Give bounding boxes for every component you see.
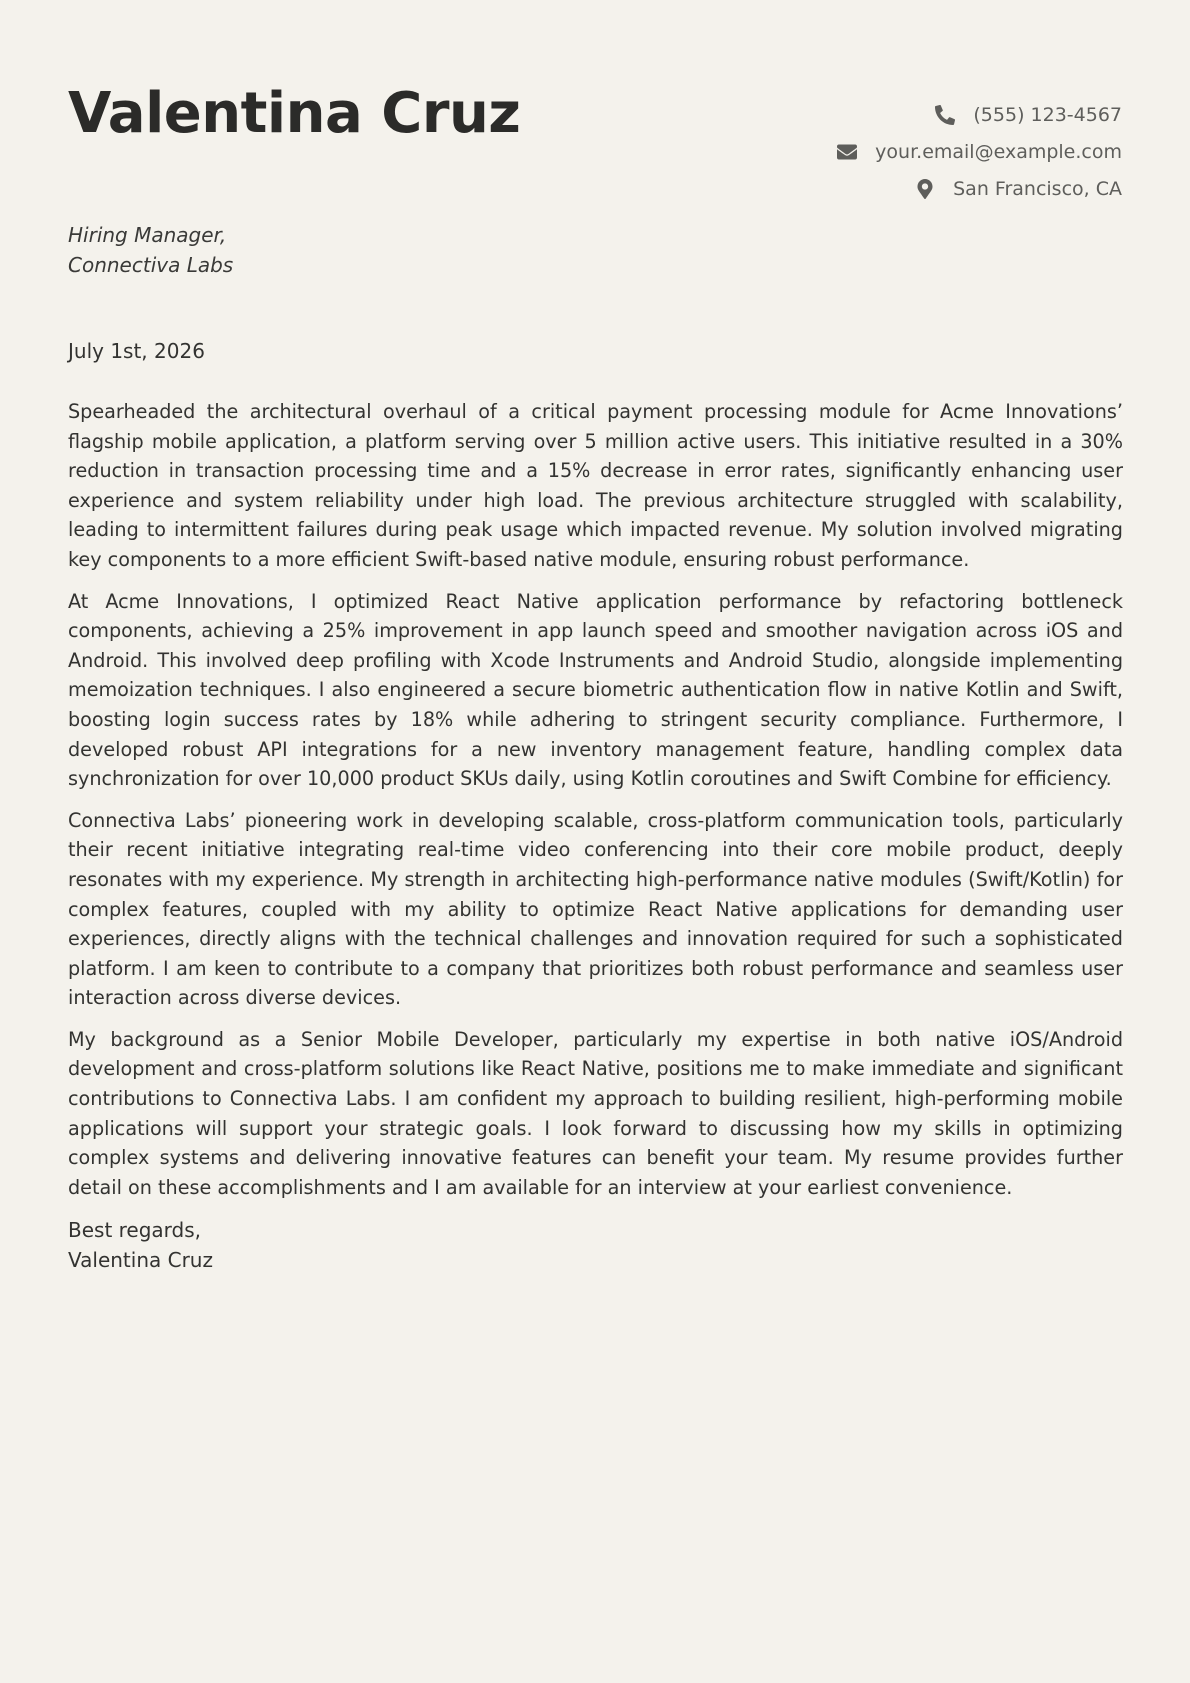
contact-email — [702, 133, 1122, 170]
phone-text: (555) 123-4567 — [973, 103, 1122, 126]
email-text: your.email@example.com — [875, 140, 1122, 163]
location-text: San Francisco, CA — [953, 177, 1122, 200]
body-paragraph: Spearheaded the architectural overhaul of a critical payment processing module for Acme Innovations’ flagship mobile application, a platform serving over 5 million active users. This initiative resulted in a 30% reduction in transaction processing time and a 15% decrease in error rates, significantly enhancing user experience and system reliability under high load. The previous architecture struggled with scalability, leading to intermittent failures during peak usage which impacted revenue. My solution involved migrating key components to a more efficient Swift-based native module, ensuring robust performance. — [68, 400, 1123, 571]
map-pin-icon — [914, 178, 936, 200]
recipient-company: Connectiva Labs — [68, 253, 234, 277]
body-paragraph: At Acme Innovations, I optimized React Native application performance by refactoring bottleneck components, achieving a 25% improvement in app launch speed and smoother navigation across iOS and Android. This involved deep profiling with Xcode Instruments and Android Studio, alongside implementing memoization techniques. I also engineered a secure biometric authentication flow in native Kotlin and Swift, boosting login success rates by 18% while adhering to stringent security compliance. Furthermore, I developed robust API integrations for a new inventory management feature, handling complex data synchronization for over 10,000 product SKUs daily, using Kotlin coroutines and Swift Combine for efficiency. — [68, 589, 1123, 791]
signature-name: Valentina Cruz — [68, 1248, 213, 1272]
letter-body — [68, 397, 1123, 1214]
contact-phone — [702, 96, 1122, 133]
contact-location — [702, 170, 1122, 207]
letter-date: July 1st, 2026 — [68, 339, 205, 363]
applicant-name: Valentina Cruz — [68, 81, 521, 146]
contact-block — [702, 96, 1122, 207]
closing-block — [68, 1215, 213, 1275]
body-paragraph: My background as a Senior Mobile Developer, particularly my expertise in both native iOS/Android development and cross-platform solutions like React Native, positions me to make immediate and significant contributions to Connectiva Labs. I am confident my approach to building resilient, high-performing mobile applications will support your strategic goals. I look forward to discussing how my skills in optimizing complex systems and delivering innovative features can benefit your team. My resume provides further detail on these accomplishments and I am available for an interview at your earliest convenience. — [68, 1027, 1123, 1199]
envelope-icon — [836, 141, 858, 163]
body-paragraph: Connectiva Labs’ pioneering work in developing scalable, cross-platform communication tools, particularly their recent initiative integrating real-time video conferencing into their core mobile product, deeply resonates with my experience. My strength in architecting high-performance native modules (Swift/Kotlin) for complex features, coupled with my ability to optimize React Native applications for demanding user experiences, directly aligns with the technical challenges and innovation required for such a sophisticated platform. I am keen to contribute to a company that prioritizes both robust performance and seamless user interaction across diverse devices. — [68, 808, 1123, 1010]
closing-salutation: Best regards, — [68, 1218, 202, 1242]
phone-icon — [934, 104, 956, 126]
recipient-block — [68, 220, 233, 280]
recipient-title: Hiring Manager, — [68, 223, 227, 247]
